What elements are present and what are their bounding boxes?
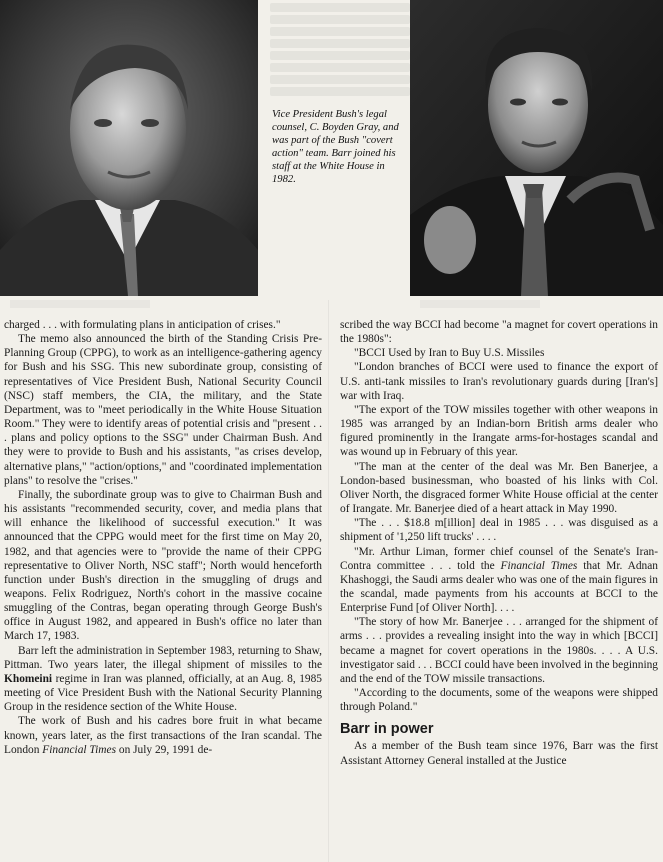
- paragraph: "The export of the TOW missiles together with other weapons in 1985 was arranged by an Indian-born British arms dealer who figured prominently in the Irangate arms-for-hostages scandal and was wound up in February of this year.: [340, 403, 658, 459]
- page-fold: [328, 300, 329, 862]
- article-column-left: [4, 318, 322, 757]
- bold-term: Khomeini: [4, 672, 53, 685]
- paragraph: Barr left the administration in September 1983, returning to Shaw, Pittman. Two years later, the illegal shipment of missiles to the Khomeini regime in Iran was planned, officially, at an Aug. 8, 1985 meeting of Vice President Bush with the National Security Planning Group in the residence section of the White House.: [4, 644, 322, 714]
- paragraph: charged . . . with formulating plans in anticipation of crises.": [4, 319, 281, 331]
- paragraph: scribed the way BCCI had become "a magnet for covert operations in the 1980s":: [340, 319, 658, 346]
- paragraph: Finally, the subordinate group was to give to Chairman Bush and his assistants "recommended security, cover, and media plans that will enhance the likelihood of successful execution." It was announced that the CPPG would meet for the first time on May 20, 1982, and that agencies were to "provide the name of their CPPG representative to Oliver North, NSC staff"; North would henceforth function under Bush's direction in the smuggling of drugs and weapons. Felix Rodriguez, North's cohort in the massive cocaine smuggling of the Contras, began operating through George Bush's office in August 1982, and appeared in Bush's office no later than March 17, 1983.: [4, 488, 322, 643]
- photo-bush: [0, 0, 258, 296]
- paragraph: "The story of how Mr. Banerjee . . . arranged for the shipment of arms . . . provides a revealing insight into the way in which [BCCI] became a magnet for covert operations in the 1980s. . . . A U.S. investigator said . . . BCCI could have been involved in the beginning and the end of the TOW missile transactions.: [340, 616, 658, 685]
- paragraph: "Mr. Arthur Liman, former chief counsel of the Senate's Iran-Contra committee . . . told the Financial Times that Mr. Adnan Khashoggi, the Saudi arms dealer who was one of the main figures in the scandal, made payments from his accounts at BCCI to the Enterprise Fund [of Oliver North]. . . .: [340, 545, 658, 615]
- article-column-right: [340, 318, 658, 768]
- paragraph: "According to the documents, some of the weapons were shipped through Poland.": [340, 687, 658, 714]
- publication-title: Financial Times: [42, 743, 117, 756]
- bleed-through-strip: [0, 296, 663, 314]
- paragraph: "London branches of BCCI were used to finance the export of U.S. anti-tank missiles to Iran's revolutionary guards during [Iran's] war with Iraq.: [340, 361, 658, 402]
- paragraph: As a member of the Bush team since 1976, Barr was the first Assistant Attorney General installed at the Justice: [340, 740, 658, 767]
- publication-title: Financial Times: [500, 559, 578, 572]
- paragraph: "The man at the center of the deal was Mr. Ben Banerjee, a London-based businessman, who boasted of his links with Col. Oliver North, the disgraced former White House official at the center of Irangate. Mr. Banerjee died of a heart attack in May 1990.: [340, 460, 658, 516]
- photo-boyden-gray: [410, 0, 663, 296]
- section-heading: Barr in power: [340, 721, 434, 738]
- paragraph: The memo also announced the birth of the Standing Crisis Pre-Planning Group (CPPG), to work as an intelligence-gathering agency for Bush and his SSG. This new subordinate group, consisting of representatives of Vice President Bush, National Security Council (NSC) staff members, the CIA, the military, and the State Department, was to "meet periodically in the White House Situation Room." They were to identify areas of potential crisis and "present . . . plans and policy options to the SSG" under Chairman Bush. And they were to provide to Bush and his assistants, "as crises develop, alternative plans," "action/options," and "coordinated implementation plans" to resolve the "crises.": [4, 333, 322, 487]
- paragraph: The work of Bush and his cadres bore fruit in what became known, years later, as the first transactions of the Iran scandal. The London Financial Times on July 29, 1991 de-: [4, 715, 322, 756]
- bleed-through-texture: [258, 0, 410, 108]
- photo-caption: Vice President Bush's legal counsel, C. Boyden Gray, and was part of the Bush "covert action" team. Barr joined his staff at the White House in 1982.: [272, 109, 399, 185]
- paragraph: "The . . . $18.8 m[illion] deal in 1985 . . . was disguised as a shipment of '1,250 lift trucks' . . . .: [340, 517, 658, 544]
- quote-headline: "BCCI Used by Iran to Buy U.S. Missiles: [354, 347, 545, 360]
